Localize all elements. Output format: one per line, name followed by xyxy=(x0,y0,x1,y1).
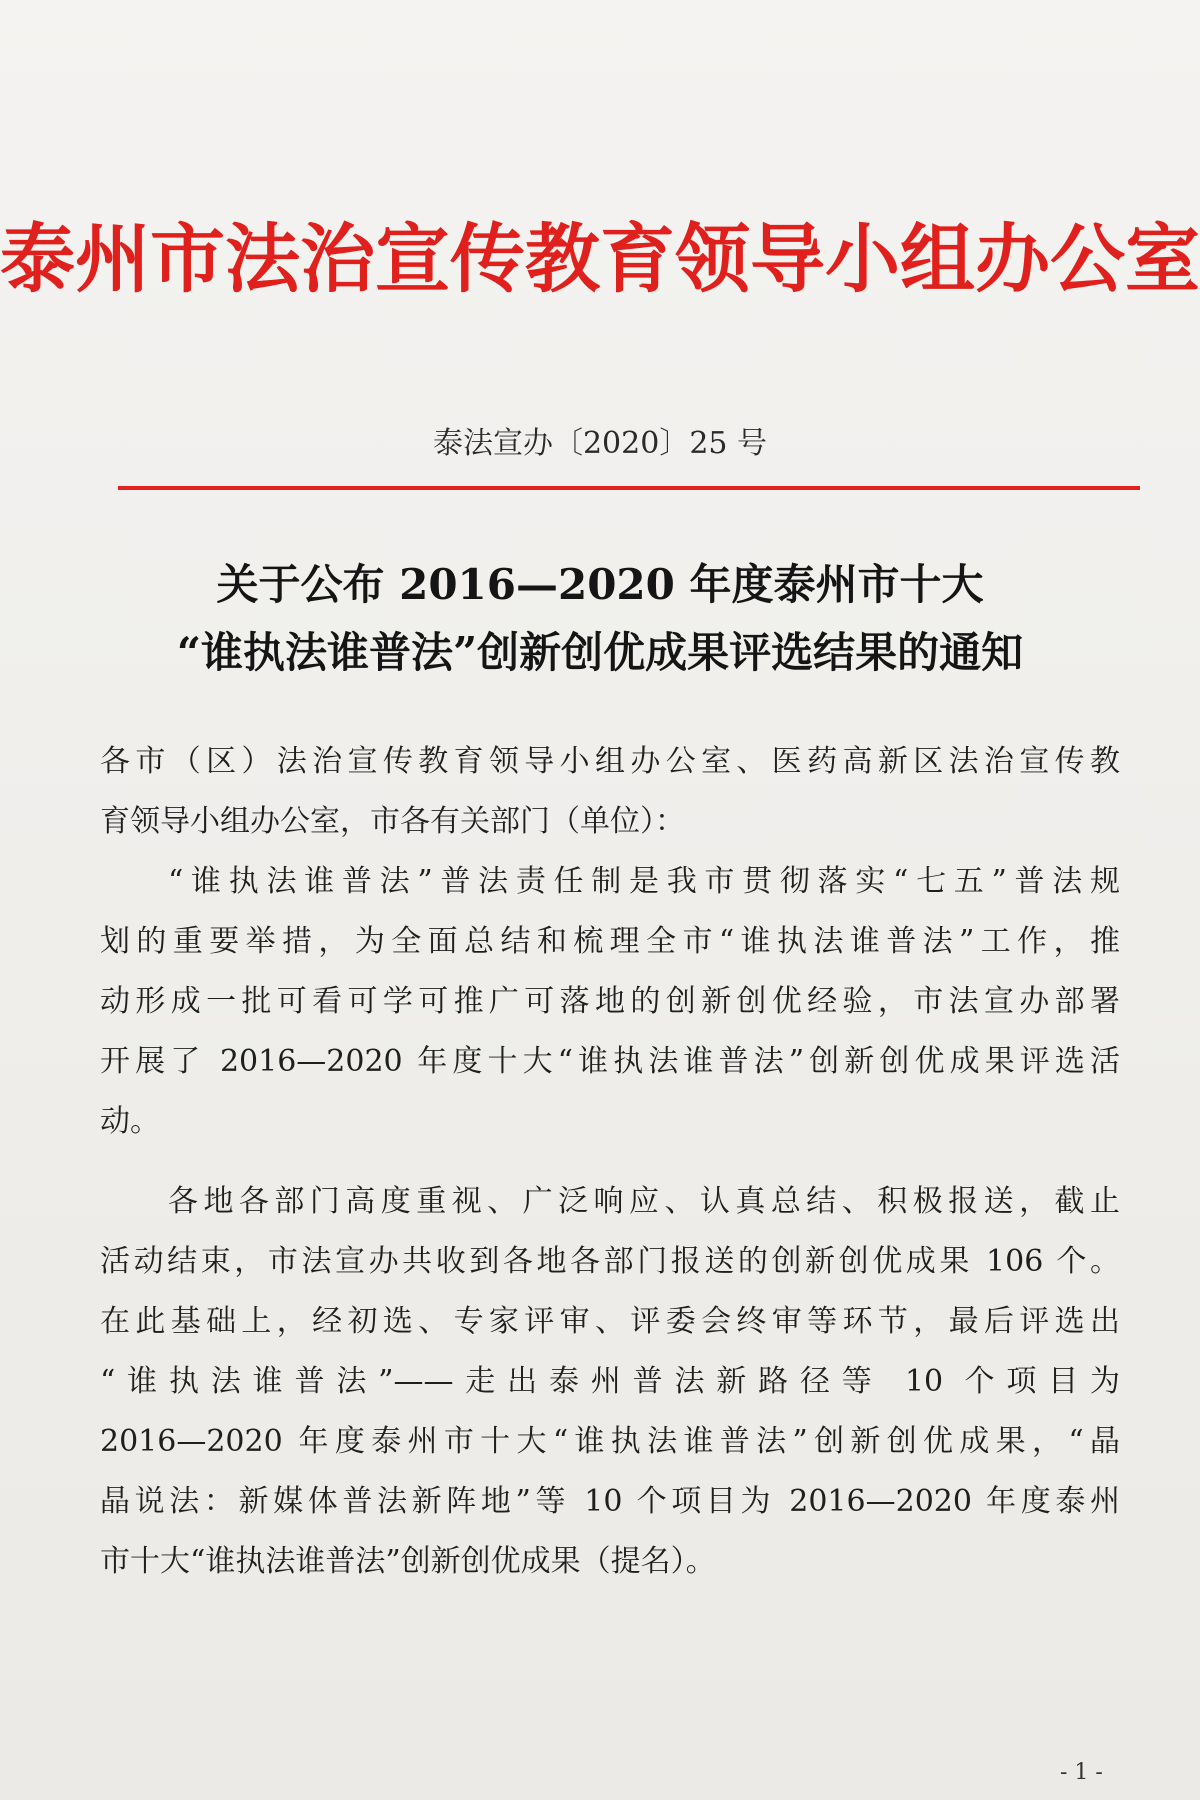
body-line: 动。 xyxy=(100,1104,160,1139)
body-line: 在此基础上，经初选、专家评审、评委会终审等环节，最后评选出 xyxy=(100,1304,1120,1339)
body-line: 动形成一批可看可学可推广可落地的创新创优经验，市法宣办部署 xyxy=(100,984,1120,1019)
body-line: 活动结束，市法宣办共收到各地各部门报送的创新创优成果 106 个。 xyxy=(100,1244,1120,1279)
body-line: 各市（区）法治宣传教育领导小组办公室、医药高新区法治宣传教 xyxy=(100,744,1120,779)
body-line: 划的重要举措，为全面总结和梳理全市“谁执法谁普法”工作，推 xyxy=(100,924,1120,959)
document-number: 泰法宣办〔2020〕25 号 xyxy=(432,426,768,461)
red-separator-line xyxy=(118,486,1140,490)
document-title-line-1: 关于公布 2016—2020 年度泰州市十大 xyxy=(216,560,984,609)
body-line: 晶说法：新媒体普法新阵地”等 10 个项目为 2016—2020 年度泰州 xyxy=(100,1484,1120,1519)
document-title-line-2: “谁执法谁普法”创新创优成果评选结果的通知 xyxy=(176,628,1024,677)
body-line: “谁执法谁普法”普法责任制是我市贯彻落实“七五”普法规 xyxy=(168,864,1120,899)
body-line: 开展了 2016—2020 年度十大“谁执法谁普法”创新创优成果评选活 xyxy=(100,1044,1120,1079)
body-line: 育领导小组办公室，市各有关部门（单位）： xyxy=(100,804,685,839)
page-number: - 1 - xyxy=(1060,1760,1103,1785)
body-line: 市十大“谁执法谁普法”创新创优成果（提名）。 xyxy=(100,1544,716,1579)
body-line: “谁执法谁普法”——走出泰州普法新路径等 10 个项目为 xyxy=(100,1364,1120,1399)
body-line: 各地各部门高度重视、广泛响应、认真总结、积极报送，截止 xyxy=(168,1184,1120,1219)
issuing-office-header: 泰州市法治宣传教育领导小组办公室 xyxy=(0,215,1200,303)
body-line: 2016—2020 年度泰州市十大“谁执法谁普法”创新创优成果，“晶 xyxy=(100,1424,1120,1459)
